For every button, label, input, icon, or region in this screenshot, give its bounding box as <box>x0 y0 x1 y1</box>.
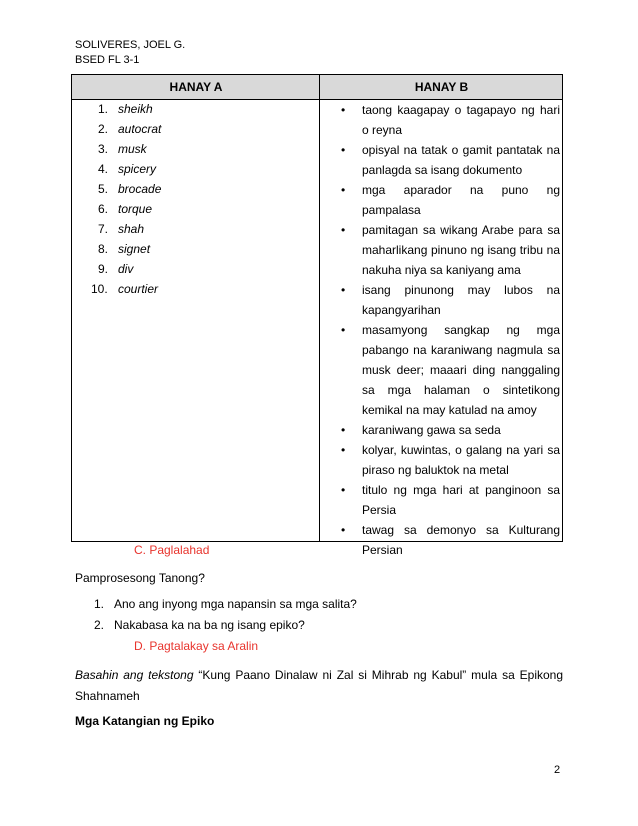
reading-instruction-lead: Basahin ang tekstong <box>75 668 194 682</box>
bullet-icon: • <box>341 483 346 497</box>
course-section: BSED FL 3-1 <box>75 54 140 66</box>
question-item: 1. Ano ang inyong mga napansin sa mga salita? <box>94 597 357 611</box>
bullet-icon: • <box>341 183 346 197</box>
section-d-title: D. Pagtalakay sa Aralin <box>134 639 259 653</box>
processing-questions-prompt: Pamprosesong Tanong? <box>75 571 205 585</box>
column-b-header: HANAY B <box>414 80 469 94</box>
column-a-list <box>90 99 310 299</box>
column-a-header: HANAY A <box>169 80 223 94</box>
bullet-icon: • <box>341 103 346 117</box>
reading-instruction-text: “Kung Paano Dinalaw ni Zal si Mihrab ng Kabul” mula sa Epikong Shahnameh <box>75 668 564 703</box>
reading-instruction <box>75 665 563 707</box>
bullet-icon: • <box>341 423 346 437</box>
column-a-item: 5. brocade <box>98 182 162 196</box>
column-b-item: • taong kaagapay o tagapayo ng hari o reyna <box>330 100 560 140</box>
epic-characteristics-heading: Mga Katangian ng Epiko <box>75 714 215 728</box>
bullet-icon: • <box>341 143 346 157</box>
column-b-item: • pamitagan sa wikang Arabe para sa maharlikang pinuno ng isang tribu na nakuha niya sa kaniyang ama <box>330 220 560 280</box>
section-c-title: C. Paglalahad <box>134 543 210 557</box>
processing-questions-list <box>94 596 357 638</box>
column-b-item: • kolyar, kuwintas, o galang na yari sa piraso ng baluktok na metal <box>330 440 560 480</box>
bullet-icon: • <box>341 223 346 237</box>
column-a-item: 10. courtier <box>91 282 159 296</box>
table-header-row <box>72 75 562 100</box>
column-b-item: • titulo ng mga hari at panginoon sa Persia <box>330 480 560 520</box>
column-a-item: 1. sheikh <box>98 102 153 116</box>
bullet-icon: • <box>341 443 346 457</box>
column-b-item: • isang pinunong may lubos na kapangyarihan <box>330 280 560 320</box>
column-b-item: • tawag sa demonyo sa Kulturang Persian <box>330 520 560 560</box>
column-a-item: 2. autocrat <box>98 122 162 136</box>
column-a-item: 6. torque <box>98 202 153 216</box>
bullet-icon: • <box>341 283 346 297</box>
column-b-list <box>330 100 560 560</box>
column-b-item: • opisyal na tatak o gamit pantatak na panlagda sa isang dokumento <box>330 140 560 180</box>
column-a-item: 8. signet <box>98 242 151 256</box>
column-b-item: • masamyong sangkap ng mga pabango na karaniwang nagmula sa musk deer; maaari ding nanggaling sa mga halaman o sintetikong kemikal na may katulad na amoy <box>330 320 560 420</box>
column-divider <box>319 75 320 541</box>
bullet-icon: • <box>341 523 346 537</box>
page-number: 2 <box>554 764 561 776</box>
column-a-item: 4. spicery <box>98 162 157 176</box>
column-a-item: 9. div <box>98 262 134 276</box>
author-name: SOLIVERES, JOEL G. <box>75 39 186 51</box>
column-b-item: • karaniwang gawa sa seda <box>330 420 560 440</box>
column-b-item: • mga aparador na puno ng pampalasa <box>330 180 560 220</box>
column-a-item: 3. musk <box>98 142 147 156</box>
bullet-icon: • <box>341 323 346 337</box>
column-a-item: 7. shah <box>98 222 145 236</box>
question-item: 2. Nakabasa ka na ba ng isang epiko? <box>94 618 305 632</box>
